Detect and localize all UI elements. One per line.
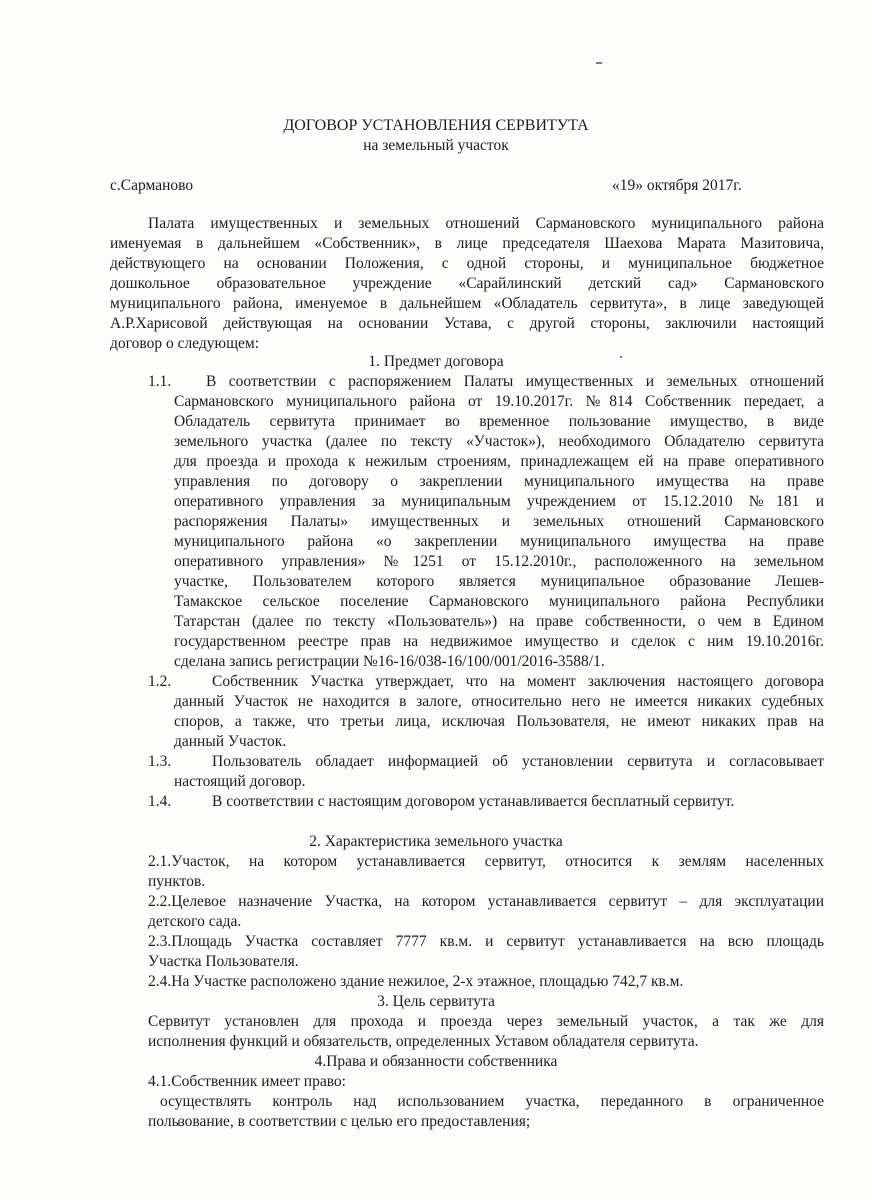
- clause-line: управления по договору о закреплении муниципального имущества на праве: [174, 473, 824, 490]
- clause-line: государственном реестре прав на недвижимое имущество и сделок с ним 19.10.2016г.: [174, 633, 824, 650]
- clause-line: оперативного управления за муниципальным учреждением от 15.12.2010 №181 и: [174, 493, 824, 510]
- clause-line: Обладатель сервитута принимает во временное пользование имущество, в виде: [174, 413, 824, 430]
- clause-line: В соответствии с распоряжением Палаты имущественных и земельных отношений: [206, 373, 824, 390]
- intro-line: дошкольное образовательное учреждение «Сарайлинский детский сад» Сармановского: [110, 275, 824, 292]
- intro-line: А.Р.Харисовой действующая на основании Устава, с другой стороны, заключили настоящий: [110, 315, 824, 332]
- intro-line: именуемая в дальнейшем «Собственник», в лице председателя Шаехова Марата Мазитовича,: [110, 235, 824, 252]
- clause-line: 4.1.Собственник имеет право:: [148, 1073, 346, 1090]
- clause-line: настоящий договор.: [174, 773, 306, 790]
- clause-line: 2.1.Участок, на котором устанавливается сервитут, относится к землям населенных: [148, 853, 824, 870]
- clause-line: Пользователь обладает информацией об установлении сервитута и согласовывает: [212, 753, 824, 770]
- document-title: ДОГОВОР УСТАНОВЛЕНИЯ СЕРВИТУТА: [283, 117, 589, 134]
- place: с.Сарманово: [110, 177, 194, 194]
- clause-line: споров, а также, что третьи лица, исключая Пользователя, не имеют никаких прав на: [174, 713, 824, 730]
- clause-line: для проезда и прохода к нежилым строениям, принадлежащем ей на праве оперативного: [174, 453, 824, 470]
- date: «19» октября 2017г.: [612, 177, 742, 194]
- clause-line: Сервитут установлен для прохода и проезда через земельный участок, а так же для: [148, 1013, 824, 1030]
- clause-line: Тамакское сельское поселение Сармановского муниципального района Республики: [174, 593, 824, 610]
- clause-line: оперативного управления» №1251 от 15.12.2010г., расположенного на земельном: [174, 553, 824, 570]
- intro-line: действующего на основании Положения, с одной стороны, и муниципальное бюджетное: [110, 255, 824, 272]
- clause-line: данный Участок не находится в залоге, относительно него не имеется никаких судебных: [174, 693, 824, 710]
- clause-number: 1.4.: [148, 793, 172, 810]
- clause-number: 1.2.: [148, 673, 172, 690]
- intro-line: Палата имущественных и земельных отношений Сармановского муниципального района: [148, 215, 824, 232]
- clause-line: земельного участка (далее по тексту «Участок»), необходимого Обладателю сервитута: [174, 433, 824, 450]
- clause-line: Татарстан (далее по тексту «Пользователь») на праве собственности, о чем в Едином: [174, 613, 824, 630]
- clause-line: В соответствии с настоящим договором устанавливается бесплатный сервитут.: [212, 793, 735, 810]
- clause-line: Сармановского муниципального района от 19.10.2017г. №814 Собственник передает, а: [174, 393, 824, 410]
- scan-speck: [596, 62, 602, 64]
- clause-line: пользование, в соответствии с целью его предоставления;: [148, 1113, 531, 1130]
- section-heading: 4.Права и обязанности собственника: [314, 1053, 558, 1070]
- clause-line: исполнения функций и обязательств, определенных Уставом обладателя сервитута.: [148, 1033, 699, 1050]
- section-heading: 1. Предмет договора: [368, 353, 504, 370]
- clause-number: 1.3.: [148, 753, 172, 770]
- intro-line: договор о следующем:: [110, 335, 260, 352]
- clause-line: 2.4.На Участке расположено здание нежилое, 2-х этажное, площадью 742,7 кв.м.: [148, 973, 684, 990]
- clause-line: Собственник Участка утверждает, что на момент заключения настоящего договора: [212, 673, 824, 690]
- section-heading: 3. Цель сервитута: [377, 993, 495, 1010]
- section-heading: 2. Характеристика земельного участка: [309, 833, 563, 850]
- clause-line: Участка Пользователя.: [148, 953, 299, 970]
- clause-line: распоряжения Палаты» имущественных и земельных отношений Сармановского: [174, 513, 824, 530]
- clause-line: участке, Пользователем которого является муниципальное образование Лешев-: [174, 573, 824, 590]
- clause-line: детского сада.: [148, 913, 242, 930]
- document-subtitle: на земельный участок: [363, 137, 509, 154]
- clause-line: осуществлять контроль над использованием участка, переданного в ограниченное: [160, 1093, 824, 1110]
- clause-line: 2.3.Площадь Участка составляет 7777 кв.м. и сервитут устанавливается на всю площадь: [148, 933, 824, 950]
- intro-line: муниципального района, именуемое в дальнейшем «Обладатель сервитута», в лице заведующей: [110, 295, 824, 312]
- clause-line: сделана запись регистрации №16-16/038-16/100/001/2016-3588/1.: [174, 653, 605, 670]
- clause-line: пунктов.: [148, 873, 206, 890]
- clause-line: муниципального района «о закреплении муниципального имущества на праве: [174, 533, 824, 550]
- clause-number: 1.1.: [148, 373, 172, 390]
- clause-line: данный Участок.: [174, 733, 287, 750]
- clause-line: 2.2.Целевое назначение Участка, на котором устанавливается сервитут – для эксплуатации: [148, 893, 824, 910]
